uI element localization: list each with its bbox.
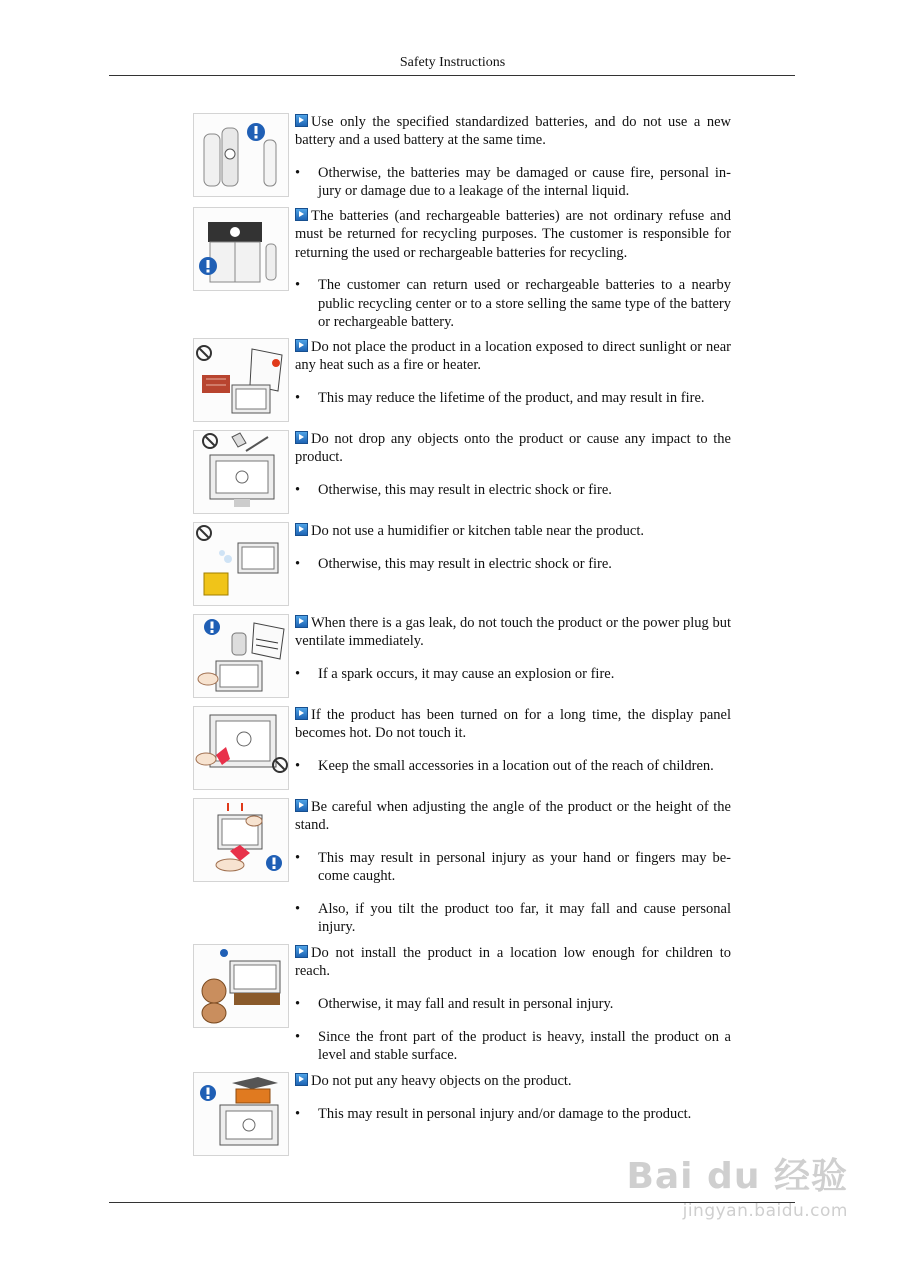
entry-bullet: • This may result in personal injury as your hand or fingers may be-come caught. — [295, 849, 731, 886]
entry-lead: Do not drop any objects onto the product or cause any impact to the product. — [295, 431, 731, 466]
blue-arrow-marker-icon — [295, 523, 308, 536]
entry-lead: The batteries (and rechargeable batteries) are not ordinary refuse and must be returned for recycling purposes. The customer is responsible for returning the used or rechargeable batteries for recycling. — [295, 208, 731, 261]
entry-bullet: • Keep the small accessories in a location out of the reach of children. — [295, 757, 731, 775]
entry-bullet: • Also, if you tilt the product too far, it may fall and cause personal injury. — [295, 900, 731, 937]
blue-arrow-marker-icon — [295, 1073, 308, 1086]
blue-arrow-marker-icon — [295, 339, 308, 352]
entry-bullet: • Otherwise, this may result in electric shock or fire. — [295, 555, 731, 573]
warning-icon — [220, 949, 228, 957]
adjust-angle-illustration — [193, 798, 289, 882]
entry-lead: If the product has been turned on for a long time, the display panel becomes hot. Do not touch it. — [295, 707, 731, 742]
entry-bullet: • The customer can return used or rechargeable batteries to a nearby public recycling center or to a store selling the same type of the battery or rechargeable battery. — [295, 276, 731, 331]
blue-arrow-marker-icon — [295, 707, 308, 720]
page-header-title: Safety Instructions — [399, 55, 506, 70]
entry-lead: Use only the specified standardized batteries, and do not use a new battery and a used battery at the same time. — [295, 114, 731, 149]
watermark-url: jingyan.baidu.com — [682, 1201, 848, 1221]
entry-bullet: • If a spark occurs, it may cause an explosion or fire. — [295, 665, 731, 683]
sunlight-heater-illustration — [193, 338, 289, 422]
entry-lead: Do not use a humidifier or kitchen table near the product. — [295, 522, 731, 540]
entry-lead: Do not place the product in a location exposed to direct sunlight or near any heat such as a fire or heater. — [295, 339, 731, 374]
blue-arrow-marker-icon — [295, 208, 308, 221]
entry-lead: When there is a gas leak, do not touch the product or the power plug but ventilate immediately. — [295, 615, 731, 650]
heavy-objects-illustration — [193, 1072, 289, 1156]
gas-leak-illustration — [193, 614, 289, 698]
hot-panel-illustration — [193, 706, 289, 790]
entry-bullet: • This may result in personal injury and/or damage to the product. — [295, 1105, 731, 1123]
blue-arrow-marker-icon — [295, 114, 308, 127]
entry-bullet: • Otherwise, this may result in electric shock or fire. — [295, 481, 731, 499]
entry-lead: Do not put any heavy objects on the product. — [295, 1072, 731, 1090]
baidu-watermark — [626, 1148, 848, 1221]
humidifier-illustration — [193, 522, 289, 606]
header-rule — [109, 75, 795, 76]
entry-bullet: • This may reduce the lifetime of the product, and may result in fire. — [295, 389, 731, 407]
blue-arrow-marker-icon — [295, 431, 308, 444]
drop-objects-illustration — [193, 430, 289, 514]
child-reach-illustration — [193, 944, 289, 1028]
entry-bullet: • Otherwise, the batteries may be damaged or cause fire, personal in-jury or damage due to a leakage of the internal liquid. — [295, 164, 731, 201]
batteries-illustration — [193, 113, 289, 197]
entry-bullet: • Otherwise, it may fall and result in personal injury. — [295, 995, 731, 1013]
recycling-illustration — [193, 207, 289, 291]
entry-lead: Do not install the product in a location low enough for children to reach. — [295, 945, 731, 980]
entry-bullet: • Since the front part of the product is heavy, install the product on a level and stable surface. — [295, 1028, 731, 1065]
blue-arrow-marker-icon — [295, 799, 308, 812]
watermark-brand: Bai du 经验 — [626, 1156, 848, 1197]
entry-lead: Be careful when adjusting the angle of the product or the height of the stand. — [295, 799, 731, 834]
blue-arrow-marker-icon — [295, 945, 308, 958]
blue-arrow-marker-icon — [295, 615, 308, 628]
